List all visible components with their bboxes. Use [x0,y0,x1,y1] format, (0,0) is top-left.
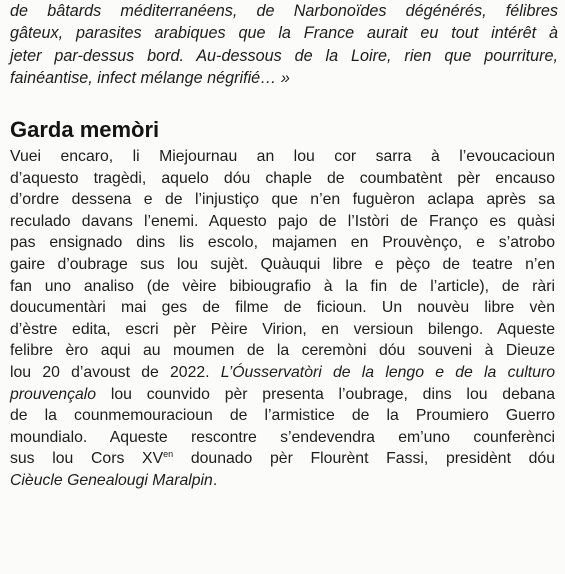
body-line: moundialo. Aqueste rescontre s’endevendra em’uno counferènci [10,428,555,446]
quote-paragraph [10,0,558,89]
quote-line: fainéantise, infect mélange négrifié… » [10,68,290,87]
body-line: felibre èro aqui au moumen de la ceremòni dóu souveni à Dieuze [10,342,555,360]
body-line: d’aquesto tragèdi, aquelo dóu chaple de coumbatènt pèr encauso [10,169,555,187]
observatory-name: L’Óusservatòri de la lengo e de la culturo [220,363,555,381]
body-line: d’èstre edita, escri pèr Pèire Virion, en versioun bilengo. Aqueste [10,320,555,338]
body-line: lou 20 d’avoust de 2022. L’Óusservatòri de la lengo e de la culturo [10,363,555,381]
body-line: prouvençalo lou counvido pèr presenta l’oubrage, dins lou debana [10,385,555,403]
body-line: d’ordre dessena e de l’injustiço que n’en fuguèron aclapa après sa [10,191,555,209]
observatory-name-cont: prouvençalo [10,385,97,403]
circle-name: Cièucle Genealougi Maralpin [10,471,213,489]
body-line: sus lou Cors $XV^{en}$ dounado pèr Flourènt Fassi, presidènt dóu [10,449,555,468]
body-paragraph [10,146,555,492]
body-line: Vuei encaro, li Miejournau an lou cor sarra à l’evoucacioun [10,148,555,165]
body-line: reculado davans l’enemi. Aquesto pajo de l’Istòri de Franço es quàsi [10,212,555,230]
quote-line: jeter par-dessus bord. Au-dessous de la Loire, rien que pourriture, [10,46,558,65]
body-line: gaire d’oubrage sus lou sujèt. Quàuqui libre e pèço de teatre n’en [10,255,555,273]
section-heading: Garda memòri [10,117,160,142]
body-line: doucumentàri mai ges de filme de ficioun. Un nouvèu libre vèn [10,299,555,317]
body-line: pas ensignado dins lis escolo, majamen en Prouvènço, e s’atrobo [10,234,555,252]
quote-line: gâteux, parasites arabiques que la France aurait eu tout intérêt à [10,24,558,43]
body-line: de la counmemouracioun de l’armistice de la Proumiero Guerro [10,407,555,425]
superscript: en [163,449,174,460]
body-line: Cièucle Genealougi Maralpin. [10,471,218,489]
body-line: fan uno analiso (de vèire bibiougrafio à la fin de l’article), de ràri [10,277,555,295]
quote-line: de bâtards méditerranéens, de Narbonoïdes dégénérés, félibres [10,2,558,20]
